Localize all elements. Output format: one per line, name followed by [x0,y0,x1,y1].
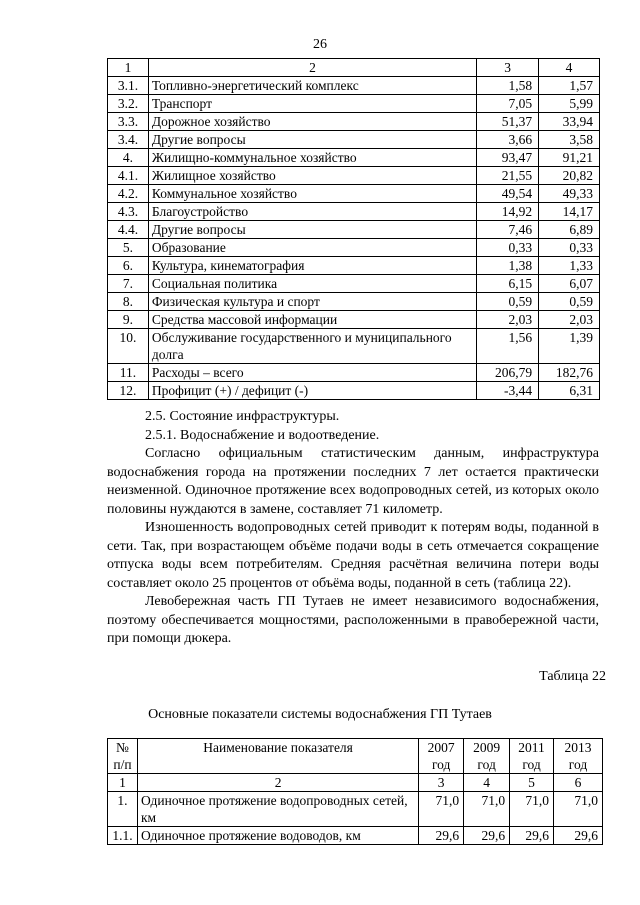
paragraph-3: Левобережная часть ГП Тутаев не имеет независимого водоснабжения, поэтому обеспечивается мощностями, расположенными в правобережной части, при помощи дюкера. [107,594,599,646]
row-value-2: 1,39 [539,329,600,364]
table-row [108,131,600,149]
water-supply-table [107,738,603,845]
row-value-1: 93,47 [477,149,539,167]
row-code: 3.2. [108,95,149,113]
row-code: 7. [108,275,149,293]
table-row [108,257,600,275]
row-value-1: 206,79 [477,364,539,382]
table-row [108,149,600,167]
row-code: 8. [108,293,149,311]
row-code: 4.2. [108,185,149,203]
row-value-2: 49,33 [539,185,600,203]
table-row [108,77,600,95]
heading-infrastructure: 2.5. Состояние инфраструктуры. [145,409,340,424]
row-value-1: 21,55 [477,167,539,185]
row-code: 3.1. [108,77,149,95]
row-value-1: 7,05 [477,95,539,113]
table-row [108,95,600,113]
col-num-header: № п/п [108,739,138,774]
header-cell: 2 [148,59,476,77]
row-code: 4.4. [108,221,149,239]
row-year-value: 71,0 [464,792,510,827]
header-cell: 1 [108,59,149,77]
row-value-1: 14,92 [477,203,539,221]
index-cell: 2 [137,774,418,792]
row-name: Другие вопросы [148,131,476,149]
row-year-value: 71,0 [419,792,464,827]
row-code: 4.1. [108,167,149,185]
row-name: Дорожное хозяйство [148,113,476,131]
row-value-2: 0,33 [539,239,600,257]
row-name: Одиночное протяжение водоводов, км [137,827,418,845]
index-cell: 3 [419,774,464,792]
col-name-header: Наименование показателя [137,739,418,774]
row-value-2: 0,59 [539,293,600,311]
row-value-2: 5,99 [539,95,600,113]
row-value-2: 2,03 [539,311,600,329]
index-cell: 4 [464,774,510,792]
water-table-header [108,739,603,774]
year-header: 2007 год [419,739,464,774]
index-cell: 6 [554,774,603,792]
row-name: Благоустройство [148,203,476,221]
table-title: Основные показатели системы водоснабжения ГП Тутаев [148,707,492,722]
table-label: Таблица 22 [539,669,606,684]
row-num: 1.1. [108,827,138,845]
row-value-2: 6,31 [539,382,600,400]
water-table-index-row [108,774,603,792]
row-name: Топливно-энергетический комплекс [148,77,476,95]
row-value-2: 3,58 [539,131,600,149]
row-name: Транспорт [148,95,476,113]
row-code: 12. [108,382,149,400]
header-cell: 3 [477,59,539,77]
row-value-2: 1,57 [539,77,600,95]
year-header: 2009 год [464,739,510,774]
row-value-1: 1,38 [477,257,539,275]
paragraph-1: Согласно официальным статистическим данным, инфраструктура водоснабжения города на протяжении последних 7 лет остается практически неизменной. Одиночное протяжение всех водопроводных сетей, из которых около половины нуждаются в замене, составляет 71 километр. [107,446,599,517]
table-row [108,364,600,382]
row-name: Обслуживание государственного и муниципального долга [148,329,476,364]
row-value-1: 2,03 [477,311,539,329]
header-cell: 4 [539,59,600,77]
row-code: 4.3. [108,203,149,221]
row-code: 10. [108,329,149,364]
row-code: 4. [108,149,149,167]
row-name: Другие вопросы [148,221,476,239]
row-code: 3.4. [108,131,149,149]
row-name: Профицит (+) / дефицит (-) [148,382,476,400]
row-name: Средства массовой информации [148,311,476,329]
row-name: Коммунальное хозяйство [148,185,476,203]
table-row [108,113,600,131]
row-name: Образование [148,239,476,257]
row-value-1: 3,66 [477,131,539,149]
row-value-1: 1,58 [477,77,539,95]
budget-table-header [108,59,600,77]
row-value-1: 1,56 [477,329,539,364]
table-row [108,382,600,400]
table-row [108,203,600,221]
row-value-2: 20,82 [539,167,600,185]
index-cell: 5 [510,774,554,792]
row-value-1: 0,33 [477,239,539,257]
row-value-1: 0,59 [477,293,539,311]
row-value-1: 51,37 [477,113,539,131]
table-row [108,185,600,203]
row-name: Жилищное хозяйство [148,167,476,185]
row-code: 3.3. [108,113,149,131]
row-value-2: 14,17 [539,203,600,221]
row-value-1: 6,15 [477,275,539,293]
row-code: 6. [108,257,149,275]
row-value-2: 6,89 [539,221,600,239]
row-name: Физическая культура и спорт [148,293,476,311]
row-value-1: -3,44 [477,382,539,400]
budget-table [107,58,600,400]
row-code: 9. [108,311,149,329]
table-row [108,792,603,827]
row-year-value: 29,6 [510,827,554,845]
row-value-2: 182,76 [539,364,600,382]
row-year-value: 29,6 [554,827,603,845]
row-year-value: 29,6 [464,827,510,845]
row-value-1: 7,46 [477,221,539,239]
index-cell: 1 [108,774,138,792]
table-row [108,827,603,845]
table-row [108,329,600,364]
table-row [108,239,600,257]
table-row [108,221,600,239]
row-name: Одиночное протяжение водопроводных сетей, км [137,792,418,827]
heading-water-supply: 2.5.1. Водоснабжение и водоотведение. [145,427,380,443]
row-name: Социальная политика [148,275,476,293]
row-year-value: 71,0 [510,792,554,827]
row-code: 5. [108,239,149,257]
row-num: 1. [108,792,138,827]
row-value-2: 6,07 [539,275,600,293]
table-row [108,293,600,311]
row-value-2: 91,21 [539,149,600,167]
row-year-value: 71,0 [554,792,603,827]
row-value-2: 33,94 [539,113,600,131]
table-row [108,275,600,293]
row-name: Жилищно-коммунальное хозяйство [148,149,476,167]
row-value-1: 49,54 [477,185,539,203]
row-name: Расходы – всего [148,364,476,382]
page-number: 26 [313,37,327,52]
table-row [108,311,600,329]
row-value-2: 1,33 [539,257,600,275]
row-code: 11. [108,364,149,382]
row-name: Культура, кинематография [148,257,476,275]
section-heading [107,408,599,649]
year-header: 2011 год [510,739,554,774]
table-row [108,167,600,185]
year-header: 2013 год [554,739,603,774]
paragraph-2: Изношенность водопроводных сетей приводит к потерям воды, поданной в сети. Так, при возрастающем объёме подачи воды в сеть отмечается сокращение отпуска воды всем потребителям. Средняя расчётная величина потери воды составляет около 25 процентов от объёма воды, поданной в сеть (таблица 22). [107,520,599,591]
row-year-value: 29,6 [419,827,464,845]
